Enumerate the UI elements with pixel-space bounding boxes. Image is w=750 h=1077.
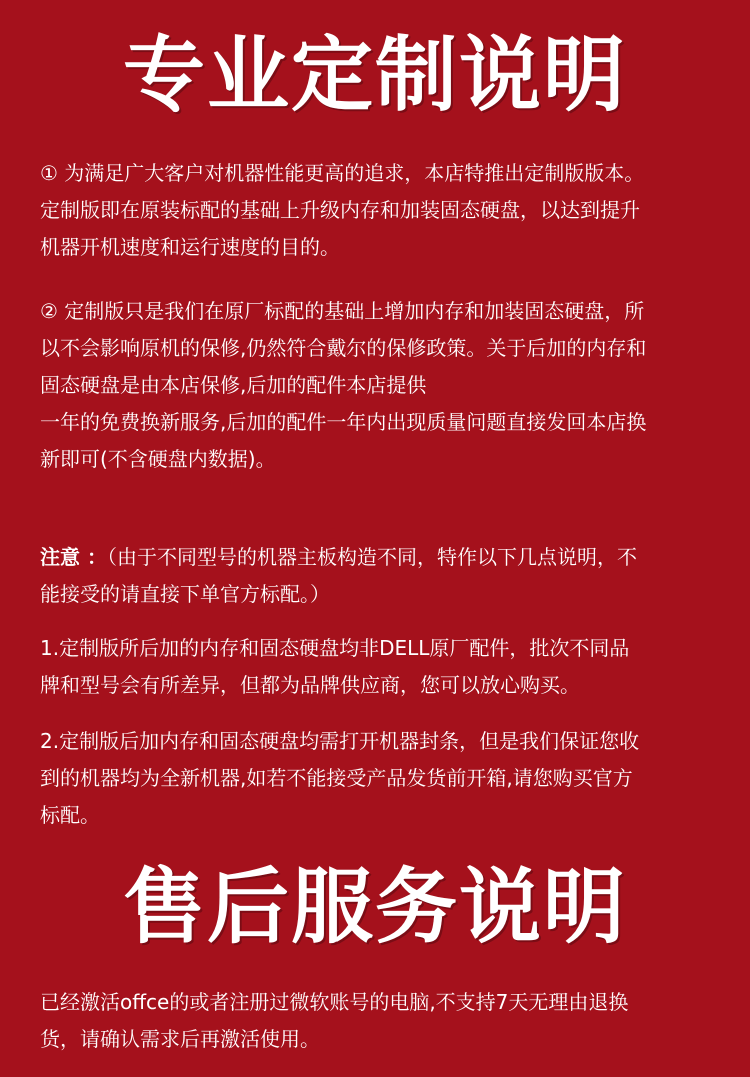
warranty-line: 固态硬盘是由本店保修,后加的配件本店提供 xyxy=(40,373,427,397)
notice-text: （由于不同型号的机器主板构造不同，特作以下几点说明，不 xyxy=(106,545,637,569)
aftersales-line: 已经激活offce的或者注册过微软账号的电脑,不支持7天无理由退换 xyxy=(40,990,629,1014)
notice-paragraph xyxy=(40,539,716,613)
warranty-line: 一年的免费换新服务,后加的配件一年内出现质量问题直接发回本店换 xyxy=(40,410,647,434)
note-1-line: 牌和型号会有所差异，但都为品牌供应商，您可以放心购买。 xyxy=(40,673,580,697)
intro-line: 机器开机速度和运行速度的目的。 xyxy=(40,235,340,259)
warranty-line: ② 定制版只是我们在原厂标配的基础上增加内存和加装固态硬盘，所 xyxy=(40,299,645,323)
warranty-paragraph xyxy=(40,293,716,478)
warranty-line: 新即可(不含硬盘内数据)。 xyxy=(40,447,276,471)
intro-line: 定制版即在原装标配的基础上升级内存和加装固态硬盘，以达到提升 xyxy=(40,198,640,222)
aftersales-title: 售后服务说明 xyxy=(122,860,627,955)
note-1-line: 1.定制版所后加的内存和固态硬盘均非DELL原厂配件，批次不同品 xyxy=(40,636,630,660)
aftersales-paragraph xyxy=(40,984,716,1058)
note-2-line: 2.定制版后加内存和固态硬盘均需打开机器封条，但是我们保证您收 xyxy=(40,729,640,753)
notice-line: 能接受的请直接下单官方标配。） xyxy=(40,582,330,606)
note-2-line: 到的机器均为全新机器,如若不能接受产品发货前开箱,请您购买官方 xyxy=(40,766,633,790)
note-2-line: 标配。 xyxy=(40,803,100,827)
intro-paragraph xyxy=(40,155,716,266)
note-1-paragraph xyxy=(40,630,716,704)
custom-title: 专业定制说明 xyxy=(122,28,627,123)
aftersales-line: 货，请确认需求后再激活使用。 xyxy=(40,1027,320,1051)
note-2-paragraph xyxy=(40,723,716,834)
warranty-line: 以不会影响原机的保修,仍然符合戴尔的保修政策。关于后加的内存和 xyxy=(40,336,647,360)
intro-line: ① 为满足广大客户对机器性能更高的追求，本店特推出定制版版本。 xyxy=(40,161,645,185)
notice-label: 注意 ： xyxy=(40,545,107,569)
notice-line xyxy=(40,539,716,576)
